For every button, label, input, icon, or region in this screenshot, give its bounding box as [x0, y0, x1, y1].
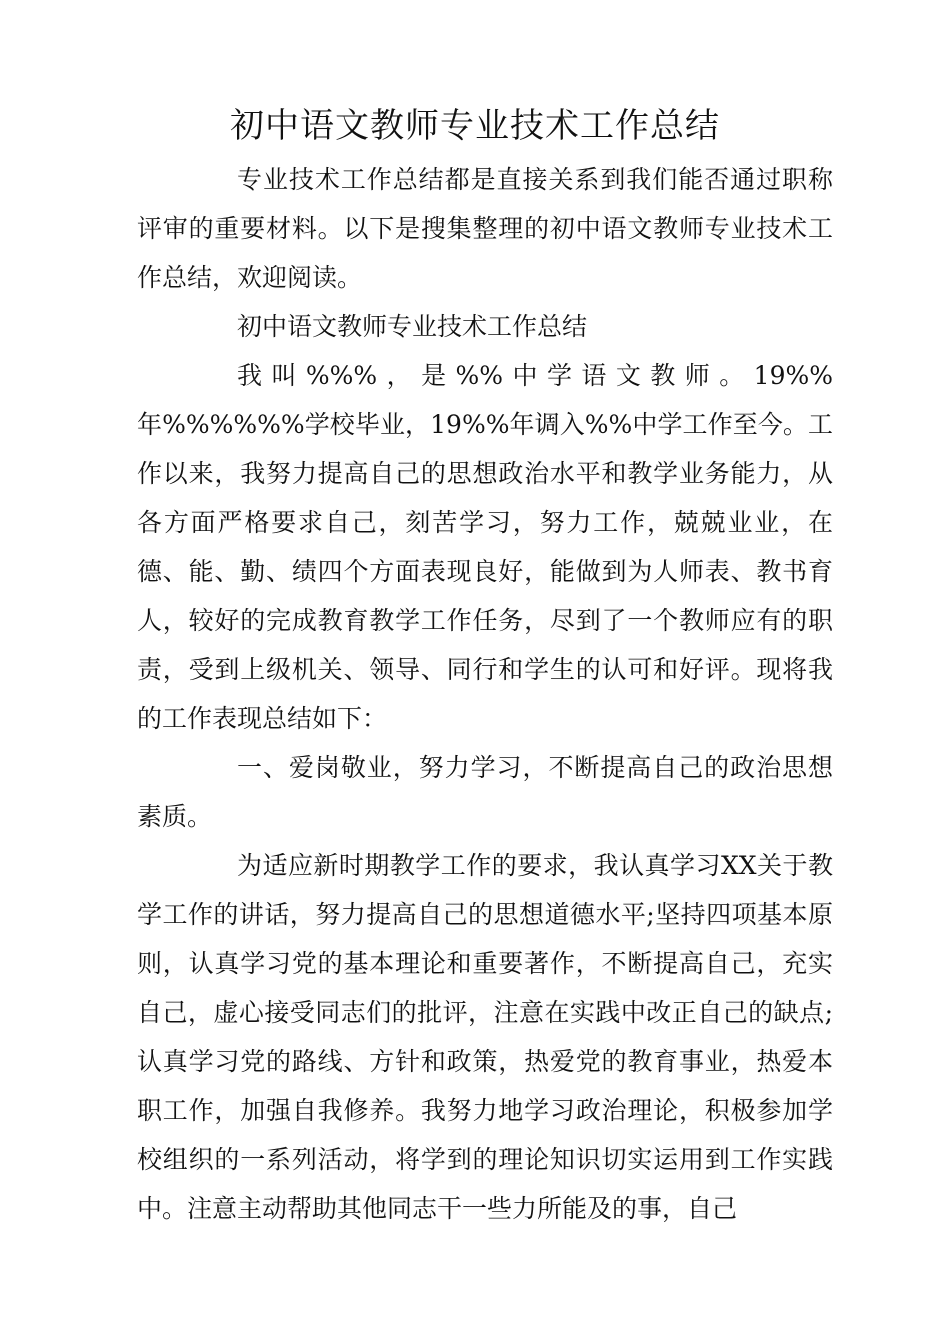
- intro-paragraph: 专业技术工作总结都是直接关系到我们能否通过职称评审的重要材料。以下是搜集整理的初中语文教师专业技术工作总结，欢迎阅读。: [137, 165, 833, 292]
- political-study-paragraph: 为适应新时期教学工作的要求，我认真学习XX关于教学工作的讲话，努力提高自己的思想道德水平;坚持四项基本原则，认真学习党的基本理论和重要著作，不断提高自己，充实自己，虚心接受同志们的批评，注意在实践中改正自己的缺点;认真学习党的路线、方针和政策，热爱党的教育事业，热爱本职工作，加强自我修养。我努力地学习政治理论，积极参加学校组织的一系列活动，将学到的理论知识切实运用到工作实践中。注意主动帮助其他同志干一些力所能及的事，自己: [137, 851, 833, 1223]
- section-heading-one: 一、爱岗敬业，努力学习，不断提高自己的政治思想素质。: [137, 753, 833, 831]
- section-subtitle: 初中语文教师专业技术工作总结: [237, 312, 588, 341]
- self-introduction-paragraph: 我叫%%%，是%%中学语文教师。19%%年%%%%%%学校毕业，19%%年调入%%中学工作至今。工作以来，我努力提高自己的思想政治水平和教学业务能力，从各方面严格要求自己，刻苦学习，努力工作，兢兢业业，在德、能、勤、绩四个方面表现良好，能做到为人师表、教书育人，较好的完成教育教学工作任务，尽到了一个教师应有的职责，受到上级机关、领导、同行和学生的认可和好评。现将我的工作表现总结如下：: [137, 361, 833, 733]
- document-title: 初中语文教师专业技术工作总结: [230, 106, 720, 146]
- document-body: [137, 155, 833, 1233]
